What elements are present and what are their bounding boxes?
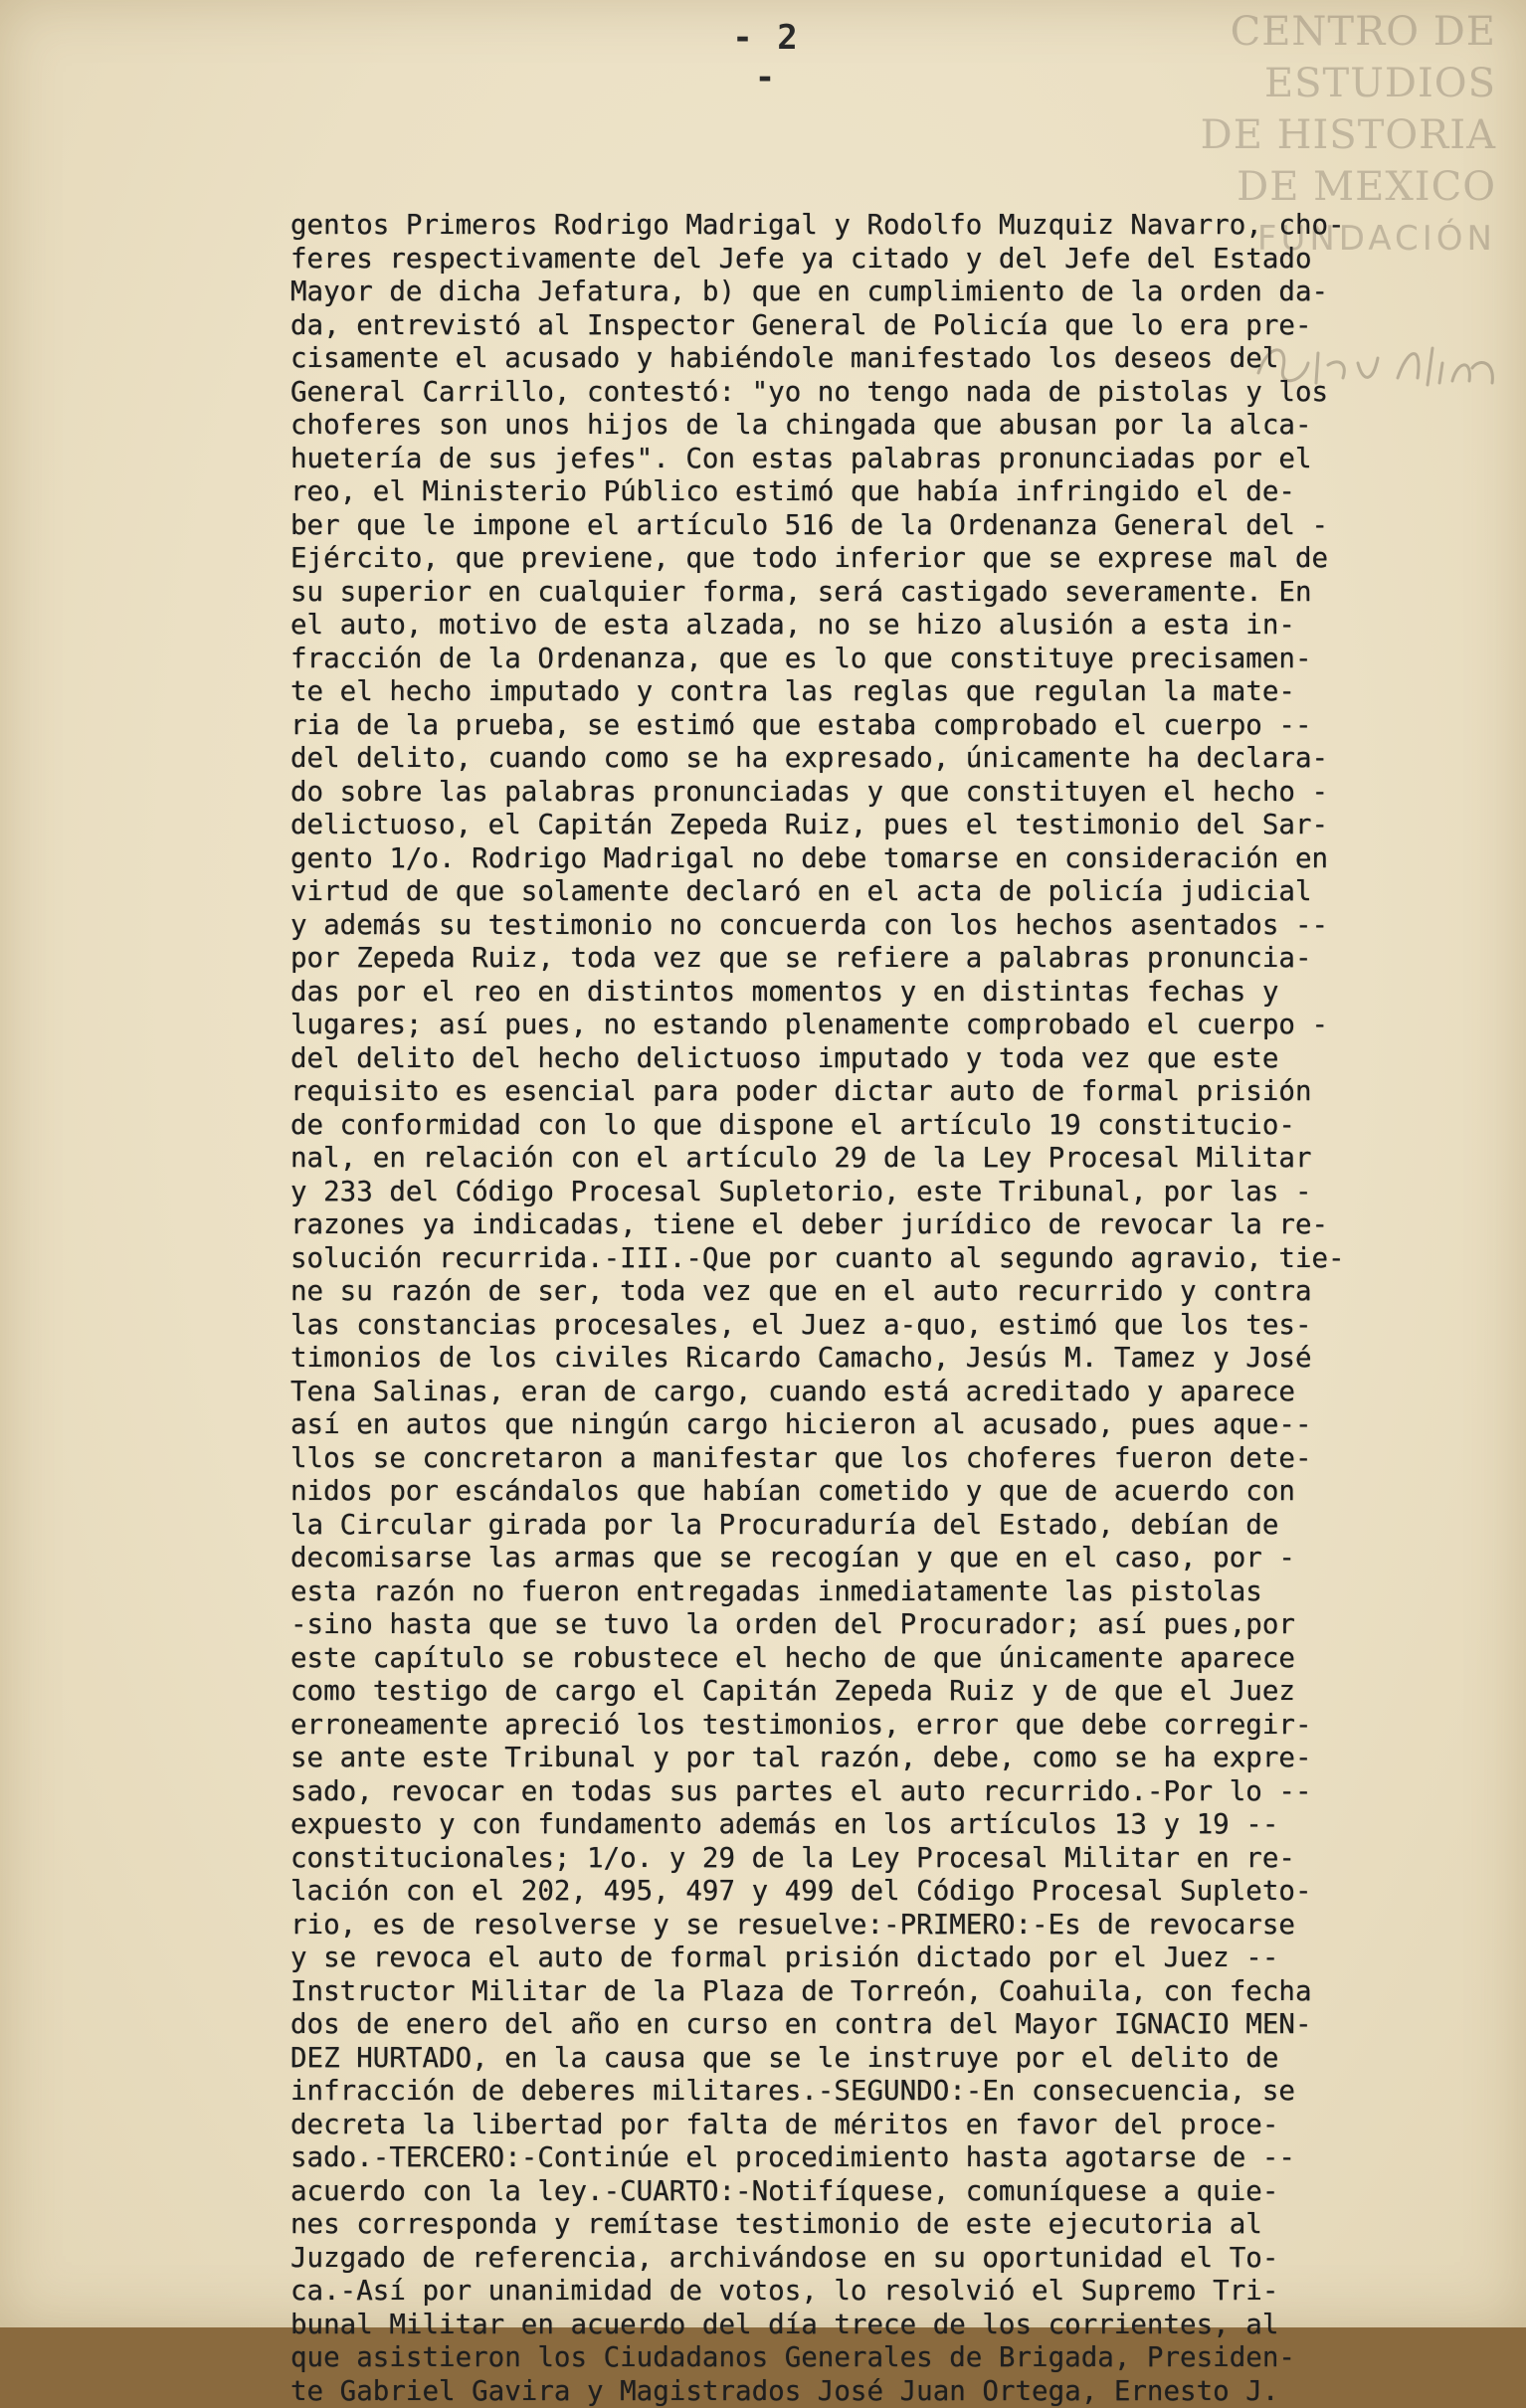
text-line: de conformidad con lo que dispone el artículo 19 constitucio- [290,1109,1444,1143]
text-line: ber que le impone el artículo 516 de la Ordenanza General del - [290,509,1444,543]
text-line: fracción de la Ordenanza, que es lo que constituye precisamen- [290,643,1444,676]
text-line: dos de enero del año en curso en contra del Mayor IGNACIO MEN- [290,2008,1444,2042]
watermark-line: CENTRO DE [1168,6,1496,58]
text-line: lación con el 202, 495, 497 y 499 del Código Procesal Supleto- [290,1875,1444,1909]
text-line: ca.-Así por unanimidad de votos, lo resolvió el Supremo Tri- [290,2275,1444,2309]
text-line: Mayor de dicha Jefatura, b) que en cumplimiento de la orden da- [290,276,1444,309]
text-line: das por el reo en distintos momentos y en distintas fechas y [290,976,1444,1010]
text-line: virtud de que solamente declaró en el acta de policía judicial [290,875,1444,909]
text-line: gento 1/o. Rodrigo Madrigal no debe tomarse en consideración en [290,842,1444,876]
text-line: que asistieron los Ciudadanos Generales de Brigada, Presiden- [290,2341,1444,2375]
watermark-subtitle: FUNDACIÓN [1168,213,1496,265]
text-line: Tena Salinas, eran de cargo, cuando está acreditado y aparece [290,1376,1444,1409]
text-line: reo, el Ministerio Público estimó que había infringido el de- [290,475,1444,509]
text-line: General Carrillo, contestó: "yo no tengo nada de pistolas y los [290,376,1444,410]
text-line: acuerdo con la ley.-CUARTO:-Notifíquese, comuníquese a quie- [290,2175,1444,2209]
text-line: expuesto y con fundamento además en los artículos 13 y 19 -- [290,1808,1444,1842]
text-line: sado.-TERCERO:-Continúe el procedimiento hasta agotarse de -- [290,2141,1444,2175]
text-line: esta razón no fueron entregadas inmediatamente las pistolas [290,1575,1444,1609]
text-line: este capítulo se robustece el hecho de que únicamente aparece [290,1642,1444,1676]
watermark-line: DE HISTORIA [1168,109,1496,161]
text-line: timonios de los civiles Ricardo Camacho, Jesús M. Tamez y José [290,1342,1444,1376]
text-line: Instructor Militar de la Plaza de Torreón, Coahuila, con fecha [290,1975,1444,2009]
text-line: erroneamente apreció los testimonios, error que debe corregir- [290,1709,1444,1743]
text-line: ne su razón de ser, toda vez que en el auto recurrido y contra [290,1275,1444,1309]
text-line: sado, revocar en todas sus partes el auto recurrido.-Por lo -- [290,1775,1444,1809]
text-line: da, entrevistó al Inspector General de Policía que lo era pre- [290,309,1444,343]
text-line: su superior en cualquier forma, será castigado severamente. En [290,576,1444,610]
text-line: se ante este Tribunal y por tal razón, debe, como se ha expre- [290,1742,1444,1775]
text-line: feres respectivamente del Jefe ya citado y del Jefe del Estado [290,243,1444,277]
text-line: solución recurrida.-III.-Que por cuanto al segundo agravio, tie- [290,1242,1444,1276]
text-line: requisito es esencial para poder dictar auto de formal prisión [290,1075,1444,1109]
text-line: Juzgado de referencia, archivándose en su oportunidad el To- [290,2242,1444,2276]
text-line: nidos por escándalos que habían cometido y que de acuerdo con [290,1475,1444,1509]
text-line: decomisarse las armas que se recogían y que en el caso, por - [290,1542,1444,1575]
text-line: te Gabriel Gavira y Magistrados José Juan Ortega, Ernesto J. [290,2375,1444,2408]
text-line: -sino hasta que se tuvo la orden del Procurador; así pues,por [290,1608,1444,1642]
document-body [290,209,1444,2408]
watermark-line: ESTUDIOS [1168,58,1496,109]
text-line: decreta la libertad por falta de méritos en favor del proce- [290,2109,1444,2142]
text-line: Ejército, que previene, que todo inferior que se exprese mal de [290,542,1444,576]
text-line: rio, es de resolverse y se resuelve:-PRIMERO:-Es de revocarse [290,1909,1444,1943]
text-line: así en autos que ningún cargo hicieron al acusado, pues aque-- [290,1408,1444,1442]
text-line: del delito, cuando como se ha expresado, únicamente ha declara- [290,742,1444,776]
watermark-line: DE MEXICO [1168,161,1496,213]
text-line: choferes son unos hijos de la chingada que abusan por la alca- [290,409,1444,443]
text-line: bunal Militar en acuerdo del día trece de los corrientes, al [290,2309,1444,2342]
text-line: y además su testimonio no concuerda con los hechos asentados -- [290,909,1444,943]
text-line: nes corresponda y remítase testimonio de este ejecutoria al [290,2208,1444,2242]
text-line: la Circular girada por la Procuraduría del Estado, debían de [290,1509,1444,1543]
text-line: huetería de sus jefes". Con estas palabras pronunciadas por el [290,443,1444,476]
text-line: gentos Primeros Rodrigo Madrigal y Rodolfo Muzquiz Navarro, cho- [290,209,1444,243]
text-line: llos se concretaron a manifestar que los choferes fueron dete- [290,1442,1444,1476]
text-line: cisamente el acusado y habiéndole manifestado los deseos del [290,342,1444,376]
text-line: te el hecho imputado y contra las reglas que regulan la mate- [290,675,1444,709]
text-line: ria de la prueba, se estimó que estaba comprobado el cuerpo -- [290,709,1444,743]
text-line: las constancias procesales, el Juez a-quo, estimó que los tes- [290,1309,1444,1343]
text-line: como testigo de cargo el Capitán Zepeda Ruiz y de que el Juez [290,1675,1444,1709]
text-line: del delito del hecho delictuoso imputado y toda vez que este [290,1042,1444,1076]
text-line: lugares; así pues, no estando plenamente comprobado el cuerpo - [290,1009,1444,1042]
text-line: y se revoca el auto de formal prisión dictado por el Juez -- [290,1942,1444,1975]
text-line: delictuoso, el Capitán Zepeda Ruiz, pues el testimonio del Sar- [290,809,1444,842]
text-line: nal, en relación con el artículo 29 de la Ley Procesal Militar [290,1142,1444,1176]
text-line: infracción de deberes militares.-SEGUNDO:-En consecuencia, se [290,2075,1444,2109]
text-line: constitucionales; 1/o. y 29 de la Ley Procesal Militar en re- [290,1842,1444,1876]
text-line: DEZ HURTADO, en la causa que se le instruye por el delito de [290,2042,1444,2076]
text-line: el auto, motivo de esta alzada, no se hizo alusión a esta in- [290,609,1444,643]
text-line: por Zepeda Ruiz, toda vez que se refiere a palabras pronuncia- [290,942,1444,976]
text-line: y 233 del Código Procesal Supletorio, este Tribunal, por las - [290,1176,1444,1209]
text-line: do sobre las palabras pronunciadas y que constituyen el hecho - [290,776,1444,810]
text-line: razones ya indicadas, tiene el deber jurídico de revocar la re- [290,1208,1444,1242]
page-number: - 2 - [716,18,816,97]
